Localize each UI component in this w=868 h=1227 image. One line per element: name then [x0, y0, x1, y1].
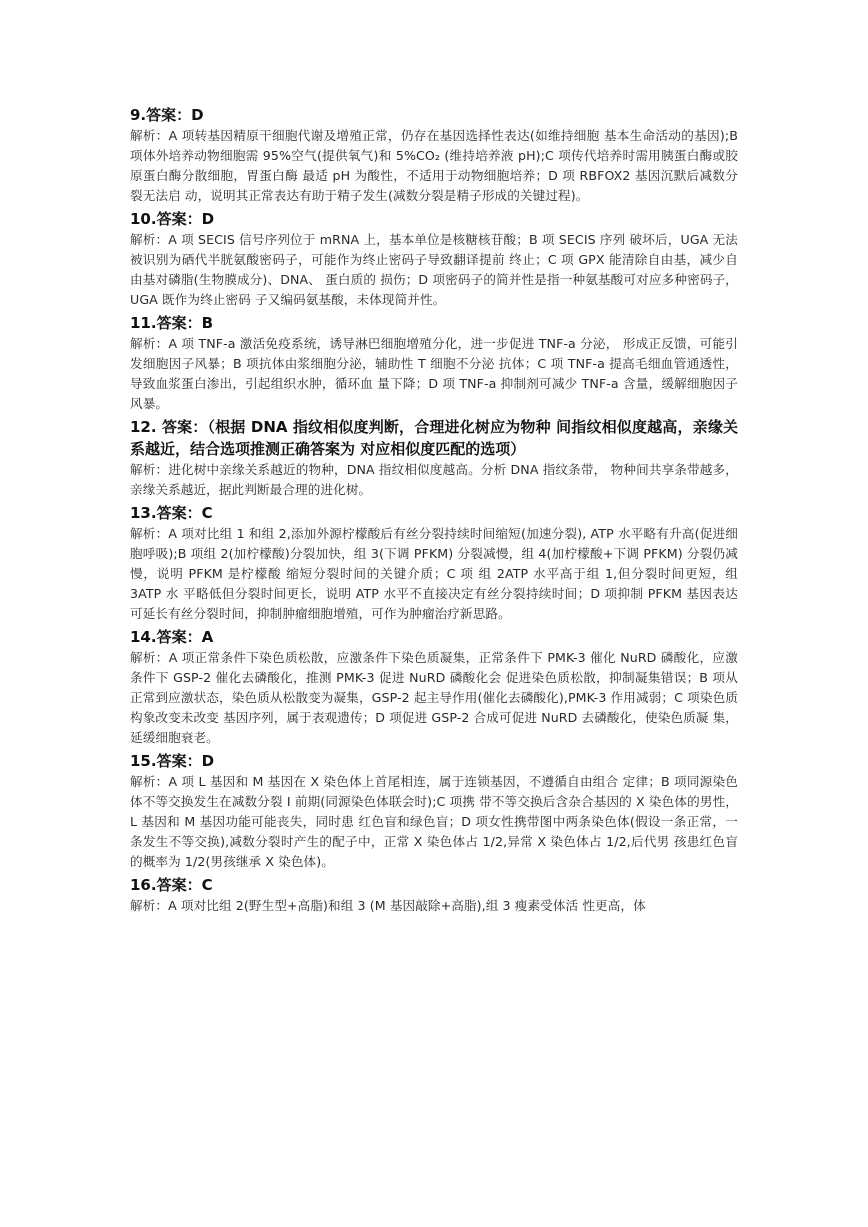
answer-item-14	[130, 626, 738, 748]
answer-heading: 15.答案：D	[130, 752, 215, 770]
answer-explanation: 解析：进化树中亲缘关系越近的物种，DNA 指纹相似度越高。分析 DNA 指纹条带， 物种间共享条带越多，亲缘关系越近，据此判断最合理的进化树。	[130, 462, 738, 497]
answer-explanation: 解析：A 项转基因精原干细胞代谢及增殖正常，仍存在基因选择性表达(如维持细胞 基本生命活动的基因);B 项体外培养动物细胞需 95%空气(提供氧气)和 5%CO₂ (维持培养液 pH);C 项传代培养时需用胰蛋白酶或胶原蛋白酶分散细胞，胃蛋白酶 最适 pH 为酸性，不适用于动物细胞培养；D 项 RBFOX2 基因沉默后减数分裂无法启 动，说明其正常表达有助于精子发生(减数分裂是精子形成的关键过程)。	[130, 128, 738, 203]
answer-item-15	[130, 750, 738, 872]
answer-document	[130, 104, 738, 918]
answer-heading: 14.答案：A	[130, 628, 214, 646]
answer-explanation: 解析：A 项 L 基因和 M 基因在 X 染色体上首尾相连，属于连锁基因，不遵循自由组合 定律；B 项同源染色体不等交换发生在减数分裂 I 前期(同源染色体联会时);C 项携 带不等交换后含杂合基因的 X 染色体的男性，L 基因和 M 基因功能可能丧失，同时患 红色盲和绿色盲；D 项女性携带图中两条染色体(假设一条正常，一条发生不等交换),减数分裂时产生的配子中，正常 X 染色体占 1/2,异常 X 染色体占 1/2,后代男 孩患红色盲的概率为 1/2(男孩继承 X 染色体)。	[130, 774, 738, 869]
answer-explanation: 解析：A 项 TNF-a 激活免疫系统，诱导淋巴细胞增殖分化，进一步促进 TNF-a 分泌， 形成正反馈，可能引发细胞因子风暴；B 项抗体由浆细胞分泌，辅助性 T 细胞不分泌 抗体；C 项 TNF-a 提高毛细血管通透性，导致血浆蛋白渗出，引起组织水肿，循环血 量下降；D 项 TNF-a 抑制剂可减少 TNF-a 含量，缓解细胞因子风暴。	[130, 336, 738, 411]
answer-heading: 16.答案：C	[130, 876, 213, 894]
answer-explanation: 解析：A 项对比组 1 和组 2,添加外源柠檬酸后有丝分裂持续时间缩短(加速分裂), ATP 水平略有升高(促进细胞呼吸);B 项组 2(加柠檬酸)分裂加快，组 3(下调 PFKM) 分裂减慢，组 4(加柠檬酸+下调 PFKM) 分裂仍减慢，说明 PFKM 是柠檬酸 缩短分裂时间的关键介质；C 项 组 2ATP 水平高于组 1,但分裂时间更短，组 3ATP 水 平略低但分裂时间更长，说明 ATP 水平不直接决定有丝分裂持续时间；D 项抑制 PFKM 基因表达可延长有丝分裂时间，抑制肿瘤细胞增殖，可作为肿瘤治疗新思路。	[130, 526, 738, 621]
answer-item-9	[130, 104, 738, 206]
answer-item-11	[130, 312, 738, 414]
answer-explanation: 解析：A 项 SECIS 信号序列位于 mRNA 上，基本单位是核糖核苷酸；B 项 SECIS 序列 破坏后，UGA 无法被识别为硒代半胱氨酸密码子，可能作为终止密码子导致翻译提前 终止；C 项 GPX 能清除自由基，减少自由基对磷脂(生物膜成分)、DNA、 蛋白质的 损伤；D 项密码子的简并性是指一种氨基酸可对应多种密码子，UGA 既作为终止密码 子又编码氨基酸，未体现简并性。	[130, 232, 738, 307]
answer-heading: 10.答案：D	[130, 210, 215, 228]
answer-explanation: 解析：A 项正常条件下染色质松散，应激条件下染色质凝集，正常条件下 PMK-3 催化 NuRD 磷酸化，应激条件下 GSP-2 催化去磷酸化，推测 PMK-3 促进 NuRD 磷酸化会 促进染色质松散，抑制凝集错误；B 项从正常到应激状态，染色质从松散变为凝集，GSP-2 起主导作用(催化去磷酸化),PMK-3 作用减弱；C 项染色质构象改变未改变 基因序列，属于表观遗传；D 项促进 GSP-2 合成可促进 NuRD 去磷酸化，使染色质凝 集，延缓细胞衰老。	[130, 650, 738, 745]
answer-item-13	[130, 502, 738, 624]
answer-heading: 9.答案：D	[130, 106, 204, 124]
answer-heading: 12. 答案：（根据 DNA 指纹相似度判断，合理进化树应为物种 间指纹相似度越高，亲缘关系越近，结合选项推测正确答案为 对应相似度匹配的选项）	[130, 418, 738, 458]
answer-item-12	[130, 416, 738, 500]
answer-explanation: 解析：A 项对比组 2(野生型+高脂)和组 3 (M 基因敲除+高脂),组 3 瘦素受体活 性更高，体	[130, 898, 646, 913]
answer-heading: 13.答案：C	[130, 504, 213, 522]
answer-item-16	[130, 874, 738, 916]
answer-item-10	[130, 208, 738, 310]
answer-heading: 11.答案：B	[130, 314, 214, 332]
